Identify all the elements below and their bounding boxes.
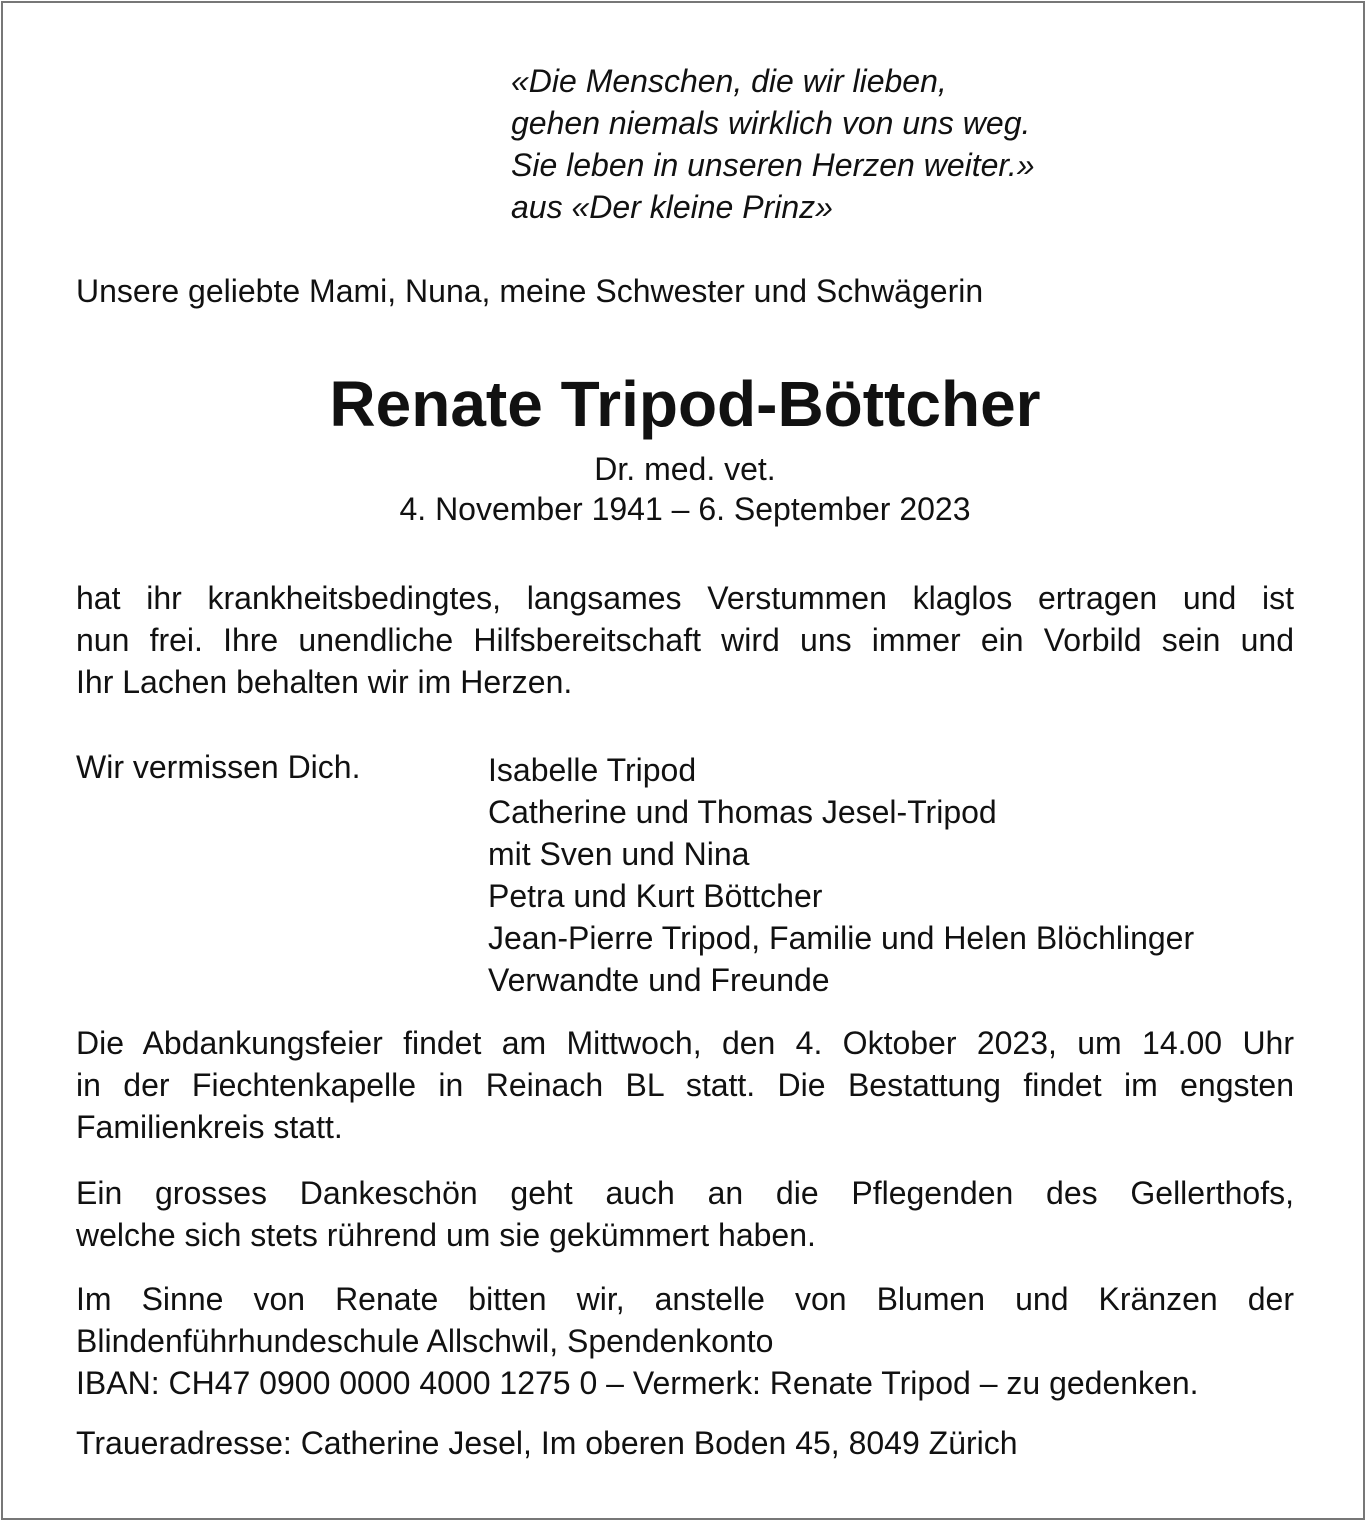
intro-line: Unsere geliebte Mami, Nuna, meine Schwester und Schwägerin [76, 273, 984, 309]
paragraph-line: welche sich stets rührend um sie gekümmert haben. [76, 1217, 816, 1253]
paragraph-line: in der Fiechtenkapelle in Reinach BL statt. Die Bestattung findet im engsten [76, 1067, 1294, 1103]
paragraph-line: Die Abdankungsfeier findet am Mittwoch, den 4. Oktober 2023, um 14.00 Uhr [76, 1025, 1294, 1061]
paragraph-donation [76, 1278, 1294, 1404]
deceased-title: Dr. med. vet. [594, 451, 776, 487]
paragraph-line: Blindenführhundeschule Allschwil, Spendenkonto [76, 1323, 774, 1359]
paragraph-line: Ein grosses Dankeschön geht auch an die Pflegenden des Gellerthofs, [76, 1175, 1294, 1211]
quote-line: Sie leben in unseren Herzen weiter.» [511, 147, 1035, 183]
paragraph-ceremony [76, 1022, 1294, 1148]
paragraph-farewell [76, 577, 1294, 703]
mourner-item: Isabelle Tripod [488, 752, 697, 788]
mourner-item: Catherine und Thomas Jesel-Tripod [488, 794, 997, 830]
miss-label: Wir vermissen Dich. [76, 749, 361, 785]
quote-line: «Die Menschen, die wir lieben, [511, 63, 947, 99]
paragraph-line: nun frei. Ihre unendliche Hilfsbereitschaft wird uns immer ein Vorbild sein und [76, 622, 1294, 658]
mourner-item: Jean-Pierre Tripod, Familie und Helen Blöchlinger [488, 920, 1195, 956]
donation-iban-line: IBAN: CH47 0900 0000 4000 1275 0 – Vermerk: Renate Tripod – zu gedenken. [76, 1365, 1199, 1401]
mourning-address: Traueradresse: Catherine Jesel, Im oberen Boden 45, 8049 Zürich [76, 1425, 1018, 1461]
quote-line: gehen niemals wirklich von uns weg. [511, 105, 1031, 141]
paragraph-line: hat ihr krankheitsbedingtes, langsames Verstummen klaglos ertragen und ist [76, 580, 1294, 616]
quote-source: aus «Der kleine Prinz» [511, 189, 833, 225]
mourner-item: mit Sven und Nina [488, 836, 750, 872]
deceased-name: Renate Tripod-Böttcher [329, 368, 1041, 440]
mourners-list [488, 749, 1194, 1001]
deceased-dates: 4. November 1941 – 6. September 2023 [399, 491, 971, 527]
paragraph-line: Im Sinne von Renate bitten wir, anstelle von Blumen und Kränzen der [76, 1281, 1294, 1317]
mourner-item: Petra und Kurt Böttcher [488, 878, 823, 914]
paragraph-line: Familienkreis statt. [76, 1109, 343, 1145]
quote-block [511, 60, 1035, 228]
mourner-item: Verwandte und Freunde [488, 962, 830, 998]
paragraph-thanks [76, 1172, 1294, 1256]
paragraph-line: Ihr Lachen behalten wir im Herzen. [76, 664, 573, 700]
